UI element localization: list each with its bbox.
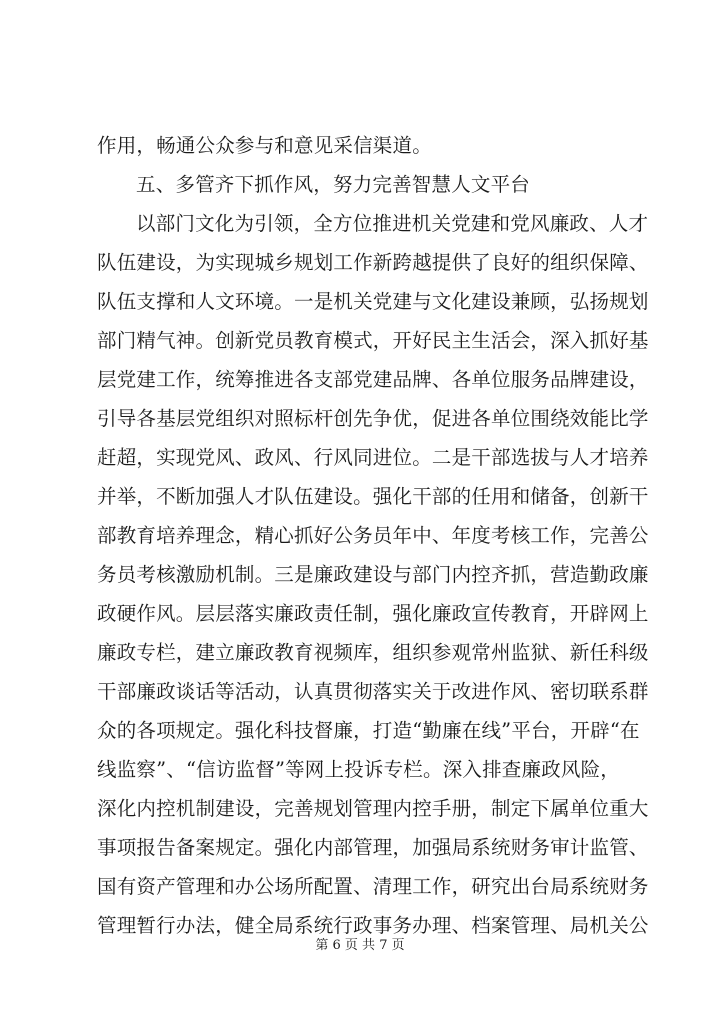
text-line-16: 众的各项规定。强化科技督廉，打造“勤廉在线”平台，开辟“在 — [97, 719, 640, 742]
text-line-21: 管理暂行办法，健全局系统行政事务办理、档案管理、局机关公 — [97, 914, 649, 937]
text-line-17: 线监察”、“信访监督”等网上投诉专栏。深入排查廉政风险， — [97, 758, 621, 781]
text-line-12: 务员考核激励机制。三是廉政建设与部门内控齐抓，营造勤政廉 — [97, 563, 649, 586]
text-line-18: 深化内控机制建设，完善规划管理内控手册，制定下属单位重大 — [97, 797, 649, 820]
text-line-19: 事项报告备案规定。强化内部管理，加强局系统财务审计监管、 — [97, 836, 649, 859]
text-line-9: 赶超，实现党风、政风、行风同进位。二是干部选拔与人才培养 — [97, 446, 649, 469]
text-line-8: 引导各基层党组织对照标杆创先争优，促进各单位围绕效能比学 — [97, 407, 649, 430]
text-line-1: 作用，畅通公众参与和意见采信渠道。 — [97, 134, 432, 157]
text-line-7: 层党建工作，统筹推进各支部党建品牌、各单位服务品牌建设， — [97, 368, 649, 391]
text-line-11: 部教育培养理念，精心抓好公务员年中、年度考核工作，完善公 — [97, 524, 649, 547]
text-line-4: 队伍建设，为实现城乡规划工作新跨越提供了良好的组织保障、 — [97, 251, 649, 274]
text-line-15: 干部廉政谈话等活动，认真贯彻落实关于改进作风、密切联系群 — [97, 680, 649, 703]
section-heading: 五、多管齐下抓作风，努力完善智慧人文平台 — [136, 173, 531, 196]
text-line-13: 政硬作风。层层落实廉政责任制，强化廉政宣传教育，开辟网上 — [97, 602, 649, 625]
text-line-6: 部门精气神。创新党员教育模式，开好民主生活会，深入抓好基 — [97, 329, 649, 352]
text-line-10: 并举，不断加强人才队伍建设。强化干部的任用和储备，创新干 — [97, 485, 649, 508]
text-line-14: 廉政专栏，建立廉政教育视频库，组织参观常州监狱、新任科级 — [97, 641, 649, 664]
text-line-20: 国有资产管理和办公场所配置、清理工作，研究出台局系统财务 — [97, 875, 649, 898]
page-number-footer: 第 6 页 共 7 页 — [315, 938, 405, 953]
text-line-3: 以部门文化为引领，全方位推进机关党建和党风廉政、人才 — [136, 212, 649, 235]
text-line-5: 队伍支撑和人文环境。一是机关党建与文化建设兼顾，弘扬规划 — [97, 290, 649, 313]
